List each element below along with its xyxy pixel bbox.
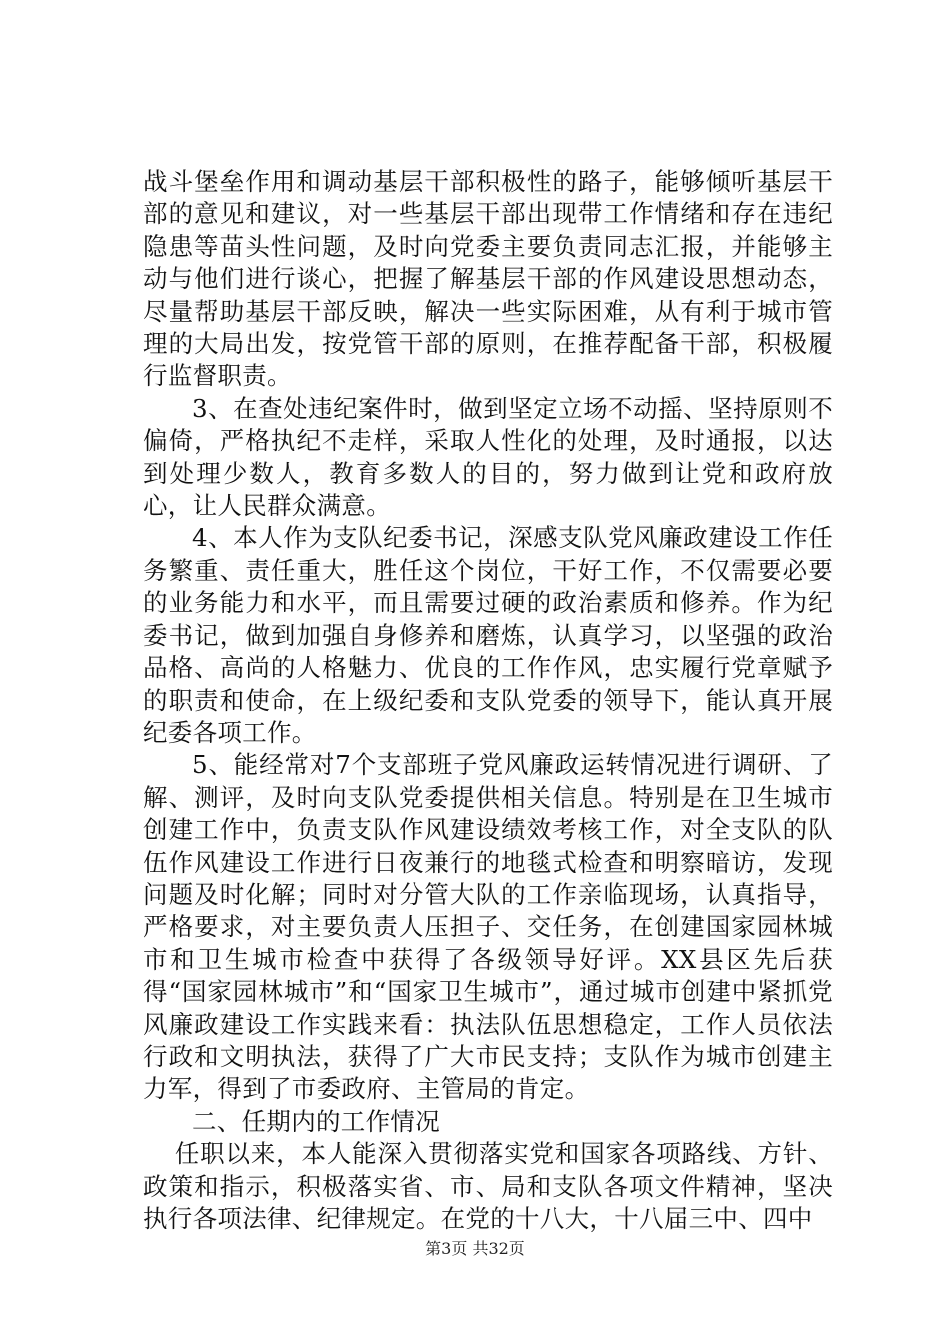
section-heading: 二、任期内的工作情况	[192, 1106, 440, 1136]
paragraph-section-intro: 任职以来，本人能深入贯彻落实党和国家各项路线、方针、政策和指示，积极落实省、市、局和支队各项文件精神，坚决执行各项法律、纪律规定。在党的十八大，十八届三中、四中	[143, 1139, 833, 1233]
paragraph-continuation: 战斗堡垒作用和调动基层干部积极性的路子，能够倾听基层干部的意见和建议，对一些基层干部出现带工作情绪和存在违纪隐患等苗头性问题，及时向党委主要负责同志汇报，并能够主动与他们进行谈心，把握了解基层干部的作风建设思想动态，尽量帮助基层干部反映，解决一些实际困难，从有利于城市管理的大局出发，按党管干部的原则，在推荐配备干部，积极履行监督职责。	[143, 167, 833, 391]
paragraph-item-4: 4、本人作为支队纪委书记，深感支队党风廉政建设工作任务繁重、责任重大，胜任这个岗位，干好工作，不仅需要必要的业务能力和水平，而且需要过硬的政治素质和修养。作为纪委书记，做到加强自身修养和磨炼，认真学习，以坚强的政治品格、高尚的人格魅力、优良的工作作风，忠实履行党章赋予的职责和使命，在上级纪委和支队党委的领导下，能认真开展纪委各项工作。	[143, 523, 833, 747]
document-body	[143, 166, 833, 1235]
page-number-footer: 第3页 共32页	[425, 1239, 525, 1258]
paragraph-item-5: 5、能经常对7个支部班子党风廉政运转情况进行调研、了解、测评，及时向支队党委提供相关信息。特别是在卫生城市创建工作中，负责支队作风建设绩效考核工作，对全支队的队伍作风建设工作进行日夜兼行的地毯式检查和明察暗访，发现问题及时化解；同时对分管大队的工作亲临现场，认真指导，严格要求，对主要负责人压担子、交任务，在创建国家园林城市和卫生城市检查中获得了各级领导好评。XX县区先后获得“国家园林城市”和“国家卫生城市”，通过城市创建中紧抓党风廉政建设工作实践来看：执法队伍思想稳定，工作人员依法行政和文明执法，获得了广大市民支持；支队作为城市创建主力军，得到了市委政府、主管局的肯定。	[143, 750, 833, 1104]
paragraph-item-3: 3、在查处违纪案件时，做到坚定立场不动摇、坚持原则不偏倚，严格执纪不走样，采取人性化的处理，及时通报，以达到处理少数人，教育多数人的目的，努力做到让党和政府放心，让人民群众满意。	[143, 393, 833, 521]
